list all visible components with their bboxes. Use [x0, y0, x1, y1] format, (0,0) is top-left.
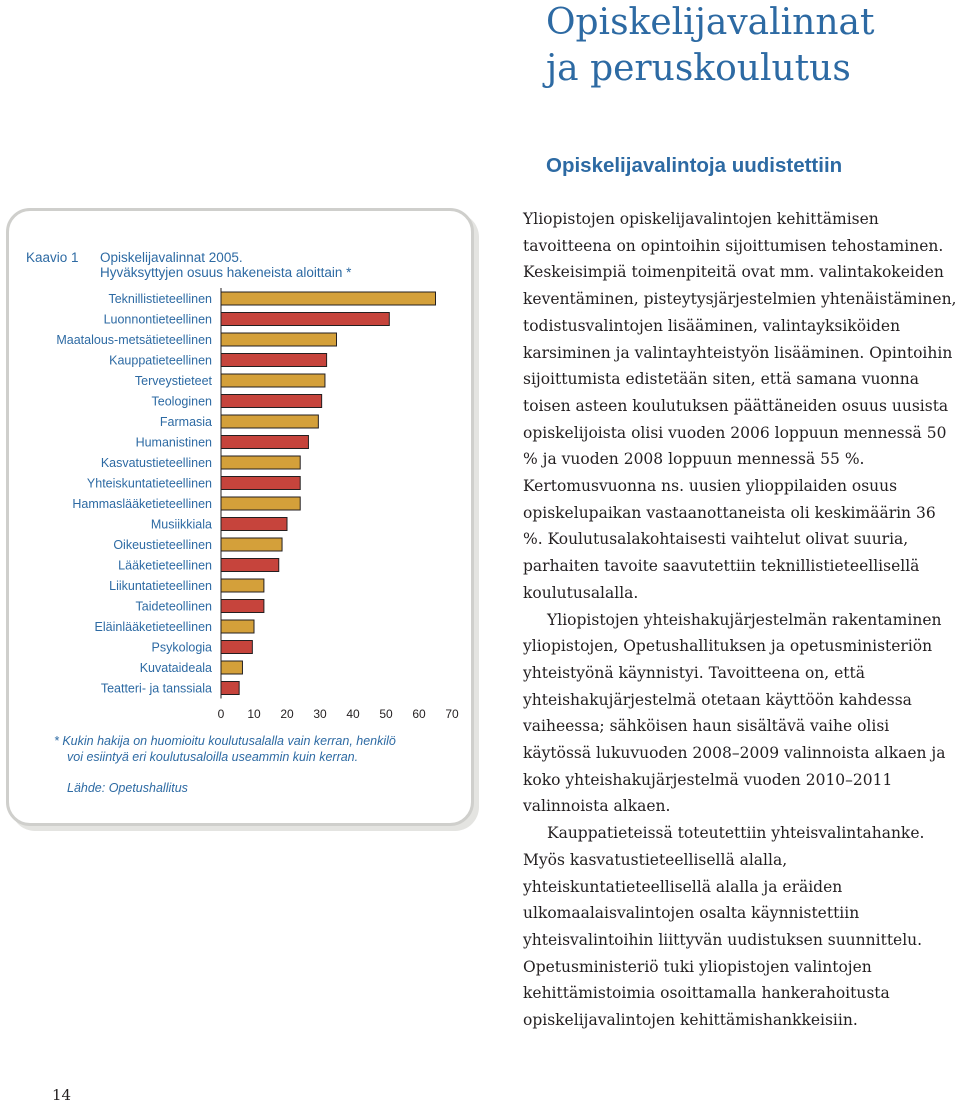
x-tick-label: 30: [313, 707, 327, 721]
bar: [221, 579, 264, 592]
category-label: Teatteri- ja tanssiala: [100, 681, 212, 696]
category-label: Eläinlääketieteellinen: [94, 620, 212, 634]
chart-footnote-line-2: voi esiintyä eri koulutusaloilla useammin kuin kerran.: [67, 750, 359, 764]
x-tick-label: 70: [445, 707, 459, 721]
x-tick-label: 20: [280, 707, 294, 721]
bar: [221, 456, 300, 469]
bar: [221, 518, 287, 531]
chart-source: Lähde: Opetushallitus: [67, 781, 188, 795]
category-label: Lääketieteellinen: [118, 558, 212, 573]
category-label: Hammaslääketieteellinen: [72, 497, 212, 511]
x-tick-label: 10: [247, 707, 261, 721]
bar: [221, 477, 300, 490]
chapter-title-line-1: Opiskelijavalinnat: [546, 2, 875, 43]
chapter-title: [546, 0, 874, 92]
category-label: Taideteollinen: [135, 599, 212, 614]
bar: [221, 641, 252, 654]
bar: [221, 661, 242, 674]
chart-plot-area: [56, 288, 459, 721]
category-label: Musiikkiala: [150, 517, 212, 532]
category-label: Teologinen: [151, 394, 212, 409]
bar: [221, 354, 327, 367]
section-heading: Opiskelijavalintoja uudistettiin: [546, 154, 843, 177]
x-tick-label: 60: [412, 707, 426, 721]
bar: [221, 292, 436, 305]
x-tick-label: 40: [346, 707, 360, 721]
bar: [221, 436, 308, 449]
bar: [221, 600, 264, 613]
page-number: 14: [52, 1086, 72, 1104]
chart-subtitle: Hyväksyttyjen osuus hakeneista aloittain *: [100, 265, 352, 280]
category-label: Liikuntatieteellinen: [109, 579, 212, 593]
x-tick-label: 50: [379, 707, 393, 721]
chart-footnote-line-1: * Kukin hakija on huomioitu koulutusalalla vain kerran, henkilö: [54, 734, 396, 748]
bar: [221, 333, 337, 346]
category-label: Psykologia: [151, 640, 212, 655]
paragraph-3: Kauppatieteissä toteutettiin yhteisvalintahanke. Myös kasvatustieteellisellä alalla, yhteiskuntatieteellisellä alalla ja eräiden ulkomaalaisvalintojen osalta käynnistettiin yhteisvalintoihin liittyvän uudistuksen suunnittelu. Opetusministeriö tuki yliopistojen valintojen kehittämistoimia osoittamalla hankerahoitusta opiskelijavalintojen kehittämishankkeisiin.: [523, 824, 925, 1030]
category-label: Oikeustieteellinen: [113, 538, 212, 552]
bar: [221, 559, 279, 572]
bar: [221, 497, 300, 510]
bar: [221, 682, 239, 695]
chapter-title-line-2: ja peruskoulutus: [546, 48, 851, 89]
chart-title: Opiskelijavalinnat 2005.: [100, 250, 243, 265]
x-tick-label: 0: [217, 707, 225, 721]
bar: [221, 415, 318, 428]
bar-chart: [0, 0, 480, 840]
category-label: Terveystieteet: [134, 374, 212, 388]
category-label: Yhteiskuntatieteellinen: [86, 476, 212, 491]
category-label: Kuvataideala: [139, 661, 212, 675]
bar: [221, 313, 389, 326]
category-label: Humanistinen: [135, 435, 212, 450]
category-label: Maatalous-metsätieteellinen: [56, 333, 212, 347]
bar: [221, 374, 325, 387]
body-text: [523, 206, 960, 1034]
chart-figure-label: Kaavio 1: [26, 250, 79, 265]
bar: [221, 620, 254, 633]
paragraph-2: Yliopistojen yhteishakujärjestelmän rakentaminen yliopistojen, Opetushallituksen ja opetusministeriön yhteistyönä käynnistyi. Tavoitteena on, että yhteishakujärjestelmä otetaan käyttöön kahdessa vaiheessa; sähköisen haun sisältävä vaihe olisi käytössä lukuvuoden 2008–2009 valinnoista alkaen ja koko yhteishakujärjestelmä vuoden 2010–2011 valinnoista alkaen.: [523, 610, 946, 816]
category-label: Kauppatieteellinen: [109, 353, 212, 368]
bar: [221, 538, 282, 551]
bar: [221, 395, 322, 408]
category-label: Luonnontieteellinen: [103, 312, 212, 327]
category-label: Farmasia: [159, 415, 212, 429]
category-label: Kasvatustieteellinen: [100, 456, 212, 470]
category-label: Teknillistieteellinen: [108, 292, 212, 306]
paragraph-1: Yliopistojen opiskelijavalintojen kehittämisen tavoitteena on opintoihin sijoittumisen tehostaminen. Keskeisimpiä toimenpiteitä ovat mm. valintakokeiden keventäminen, pisteytysjärjestelmien yhtenäistäminen, todistusvalintojen lisääminen, valintayksiköiden karsiminen ja valintayhteistyön lisääminen. Opintoihin sijoittumista edistetään siten, että samana vuonna toisen asteen koulutuksen päättäneiden osuus uusista opiskelijoista olisi vuoden 2006 loppuun mennessä 50 % ja vuoden 2008 loppuun mennessä 55 %. Kertomusvuonna ns. uusien ylioppilaiden osuus opiskelupaikan vastaanottaneista oli keskimäärin 36 %. Koulutusalakohtaisesti vaihtelut olivat suuria, parhaiten tavoite saavutettiin teknillistieteellisellä koulutusalalla.: [523, 210, 957, 602]
